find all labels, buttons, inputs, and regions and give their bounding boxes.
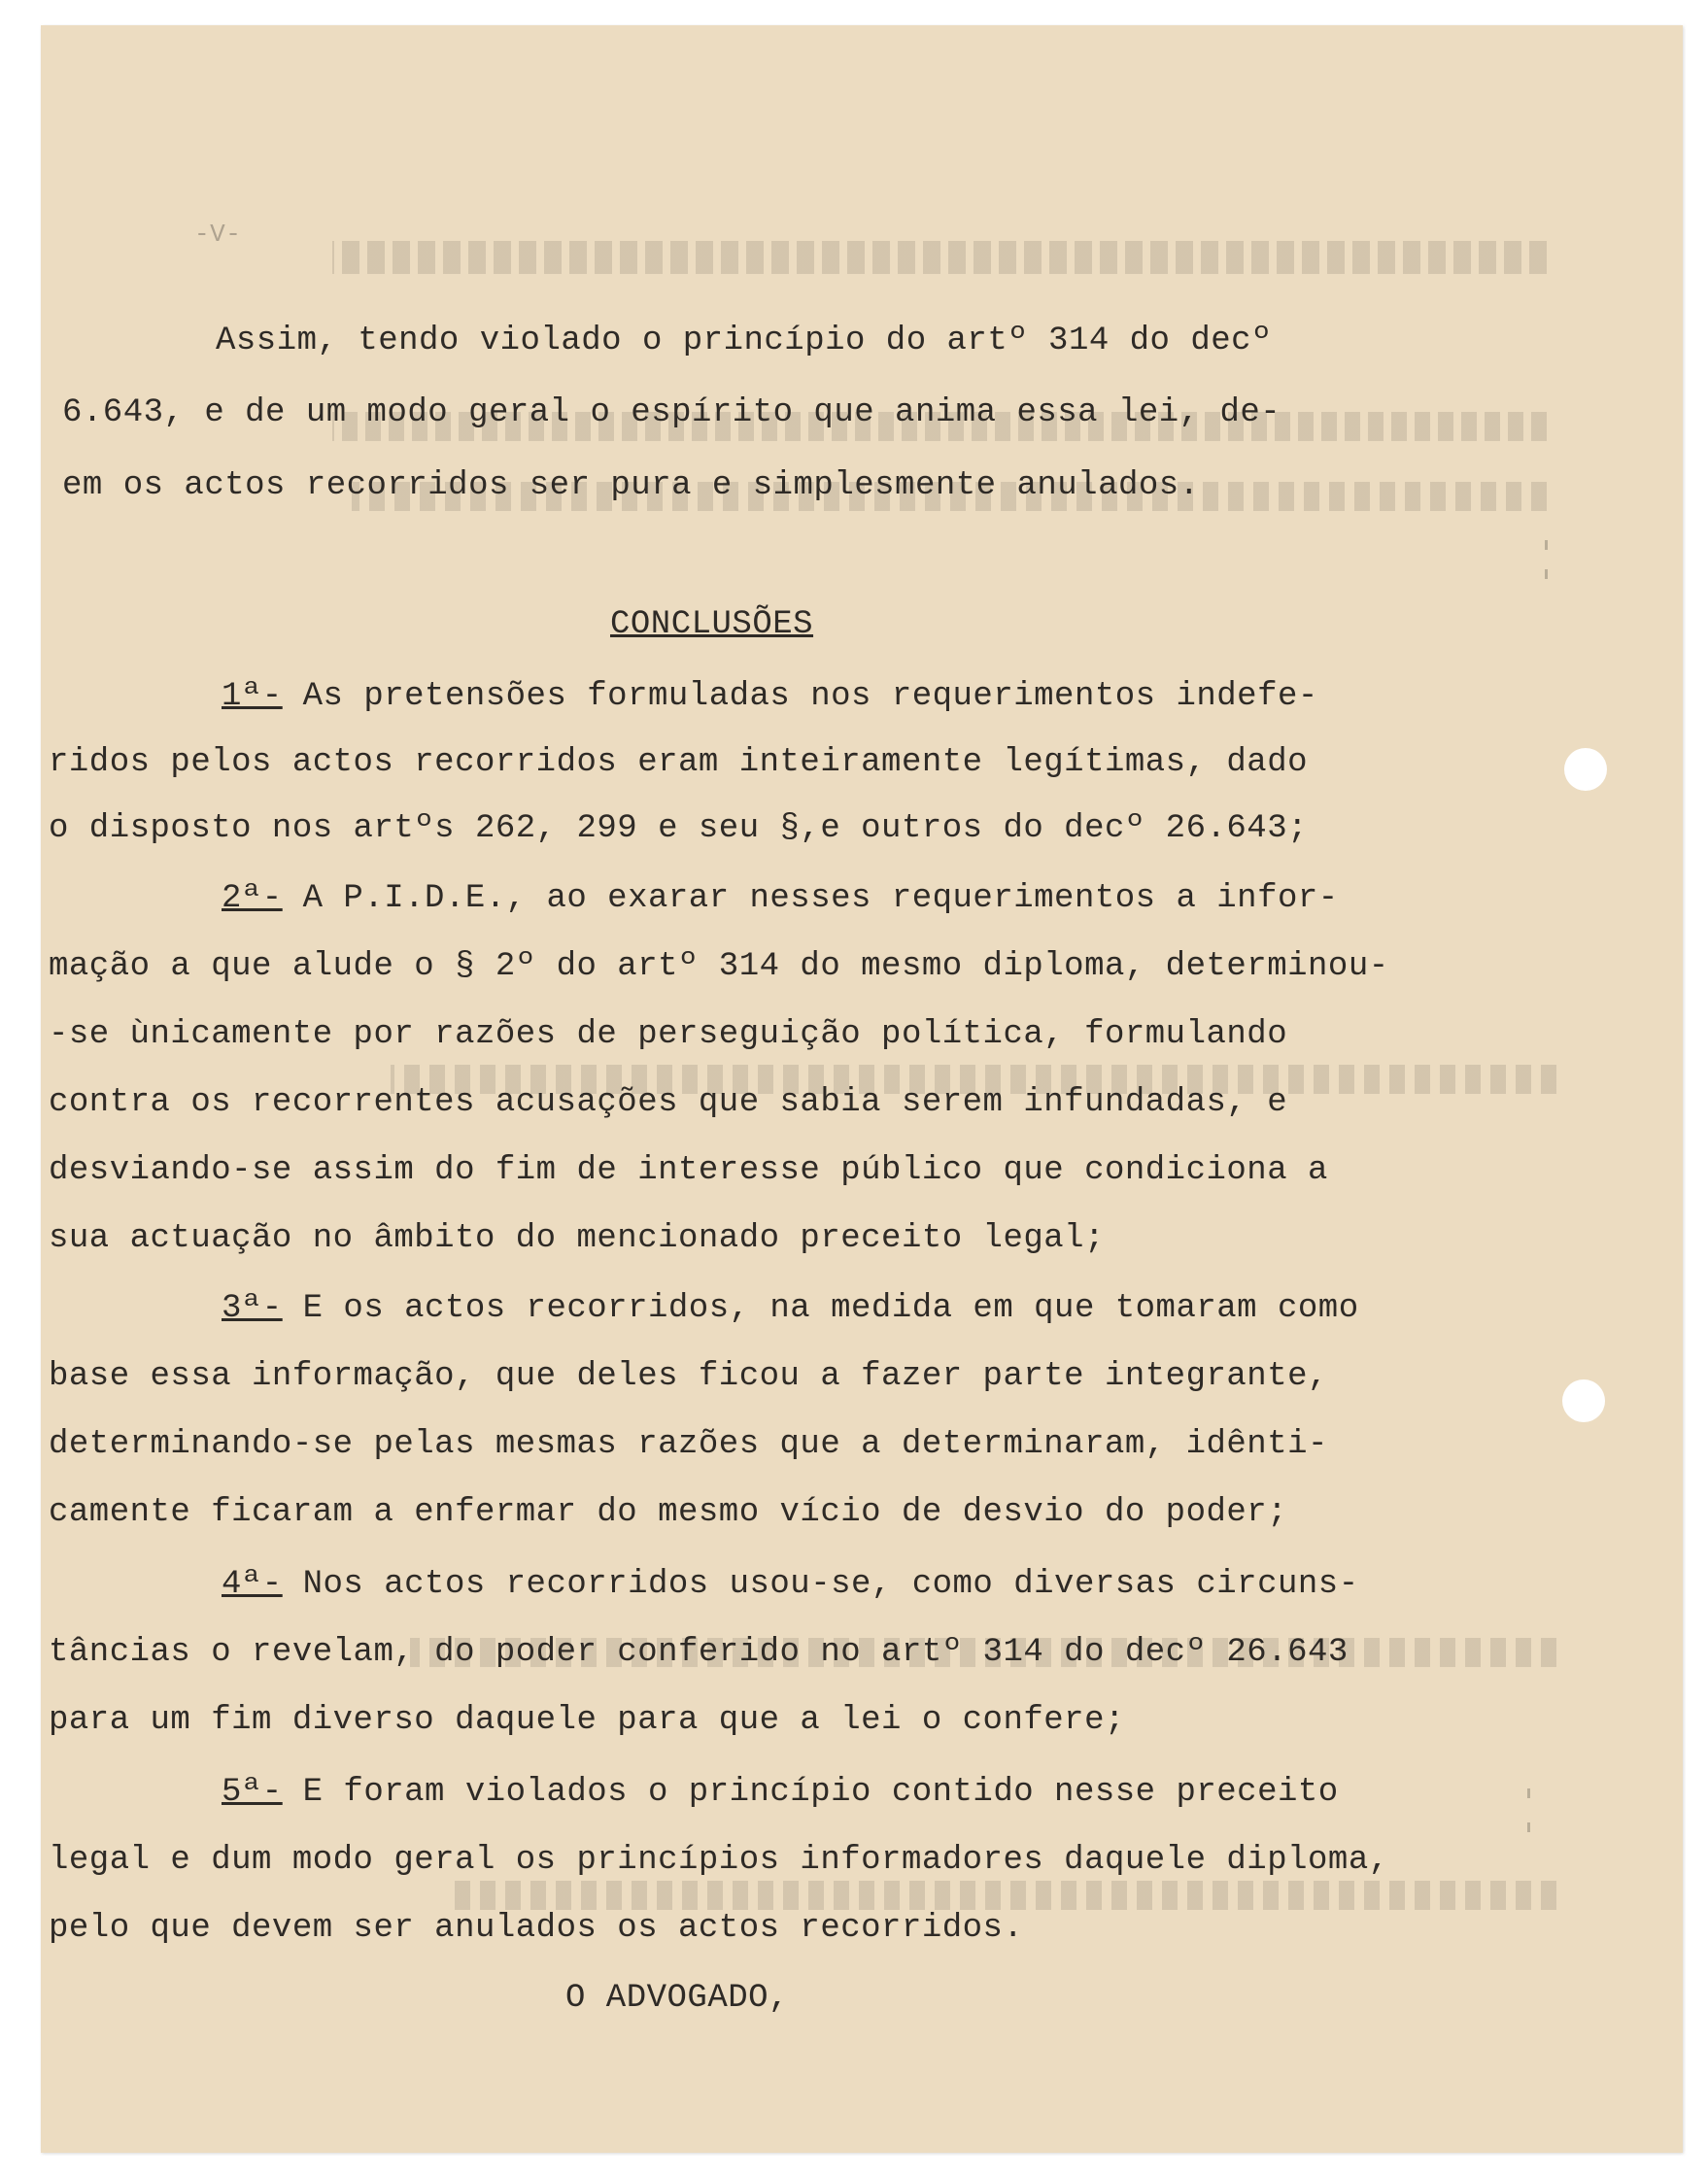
- conclusion-3-line: camente ficaram a enfermar do mesmo vício de desvio do poder;: [49, 1494, 1288, 1531]
- conclusion-1-text: As pretensões formuladas nos requerimentos indefe-: [282, 678, 1318, 715]
- conclusion-4-line: tâncias o revelam, do poder conferido no artº 314 do decº 26.643: [49, 1634, 1349, 1671]
- conclusion-4-line: para um fim diverso daquele para que a lei o confere;: [49, 1702, 1125, 1739]
- conclusion-2-text: A P.I.D.E., ao exarar nesses requerimentos a infor-: [282, 880, 1339, 917]
- conclusion-2-line: sua actuação no âmbito do mencionado preceito legal;: [49, 1220, 1105, 1257]
- conclusion-2-line: contra os recorrentes acusações que sabia serem infundadas, e: [49, 1084, 1288, 1121]
- conclusion-4-text: Nos actos recorridos usou-se, como diversas circuns-: [282, 1566, 1359, 1603]
- conclusion-5-line: pelo que devem ser anulados os actos recorridos.: [49, 1910, 1024, 1947]
- document-page: [41, 25, 1683, 2153]
- intro-line-3: em os actos recorridos ser pura e simplesmente anulados.: [62, 467, 1200, 504]
- conclusion-2-first-line: [222, 880, 1339, 917]
- margin-mark: [1527, 1822, 1530, 1832]
- margin-mark: [1545, 540, 1548, 550]
- intro-line-2: 6.643, e de um modo geral o espírito que anima essa lei, de-: [62, 394, 1281, 431]
- conclusion-2-line: mação a que alude o § 2º do artº 314 do mesmo diploma, determinou-: [49, 948, 1389, 985]
- conclusion-3-line: base essa informação, que deles ficou a fazer parte integrante,: [49, 1358, 1328, 1395]
- conclusion-3-number: 3ª-: [222, 1290, 283, 1327]
- conclusion-3-text: E os actos recorridos, na medida em que tomaram como: [282, 1290, 1359, 1327]
- punch-hole-top: [1564, 748, 1607, 791]
- conclusion-4-number: 4ª-: [222, 1566, 283, 1603]
- conclusion-5-line: legal e dum modo geral os princípios informadores daquele diploma,: [49, 1842, 1389, 1879]
- conclusion-1-number: 1ª-: [222, 678, 283, 715]
- conclusion-1-line: ridos pelos actos recorridos eram inteiramente legítimas, dado: [49, 744, 1309, 781]
- conclusion-4-first-line: [222, 1566, 1359, 1603]
- section-heading: CONCLUSÕES: [610, 606, 814, 643]
- conclusion-1-first-line: [222, 678, 1318, 715]
- conclusion-5-text: E foram violados o princípio contido nesse preceito: [282, 1774, 1339, 1811]
- conclusion-3-first-line: [222, 1290, 1359, 1327]
- intro-line-1: Assim, tendo violado o princípio do artº 314 do decº: [216, 323, 1272, 359]
- conclusion-5-first-line: [222, 1774, 1339, 1811]
- conclusion-5-number: 5ª-: [222, 1774, 283, 1811]
- punch-hole-bottom: [1562, 1379, 1605, 1422]
- margin-mark: [1545, 569, 1548, 579]
- conclusion-2-number: 2ª-: [222, 880, 283, 917]
- margin-mark: [1527, 1788, 1530, 1798]
- conclusion-2-line: -se ùnicamente por razões de perseguição política, formulando: [49, 1016, 1288, 1053]
- conclusion-3-line: determinando-se pelas mesmas razões que a determinaram, idênti-: [49, 1426, 1328, 1463]
- conclusion-1-line: o disposto nos artºs 262, 299 e seu §,e outros do decº 26.643;: [49, 810, 1309, 847]
- conclusion-2-line: desviando-se assim do fim de interesse público que condiciona a: [49, 1152, 1328, 1189]
- signature-label: O ADVOGADO,: [565, 1980, 789, 2017]
- page-number: -V-: [194, 220, 242, 249]
